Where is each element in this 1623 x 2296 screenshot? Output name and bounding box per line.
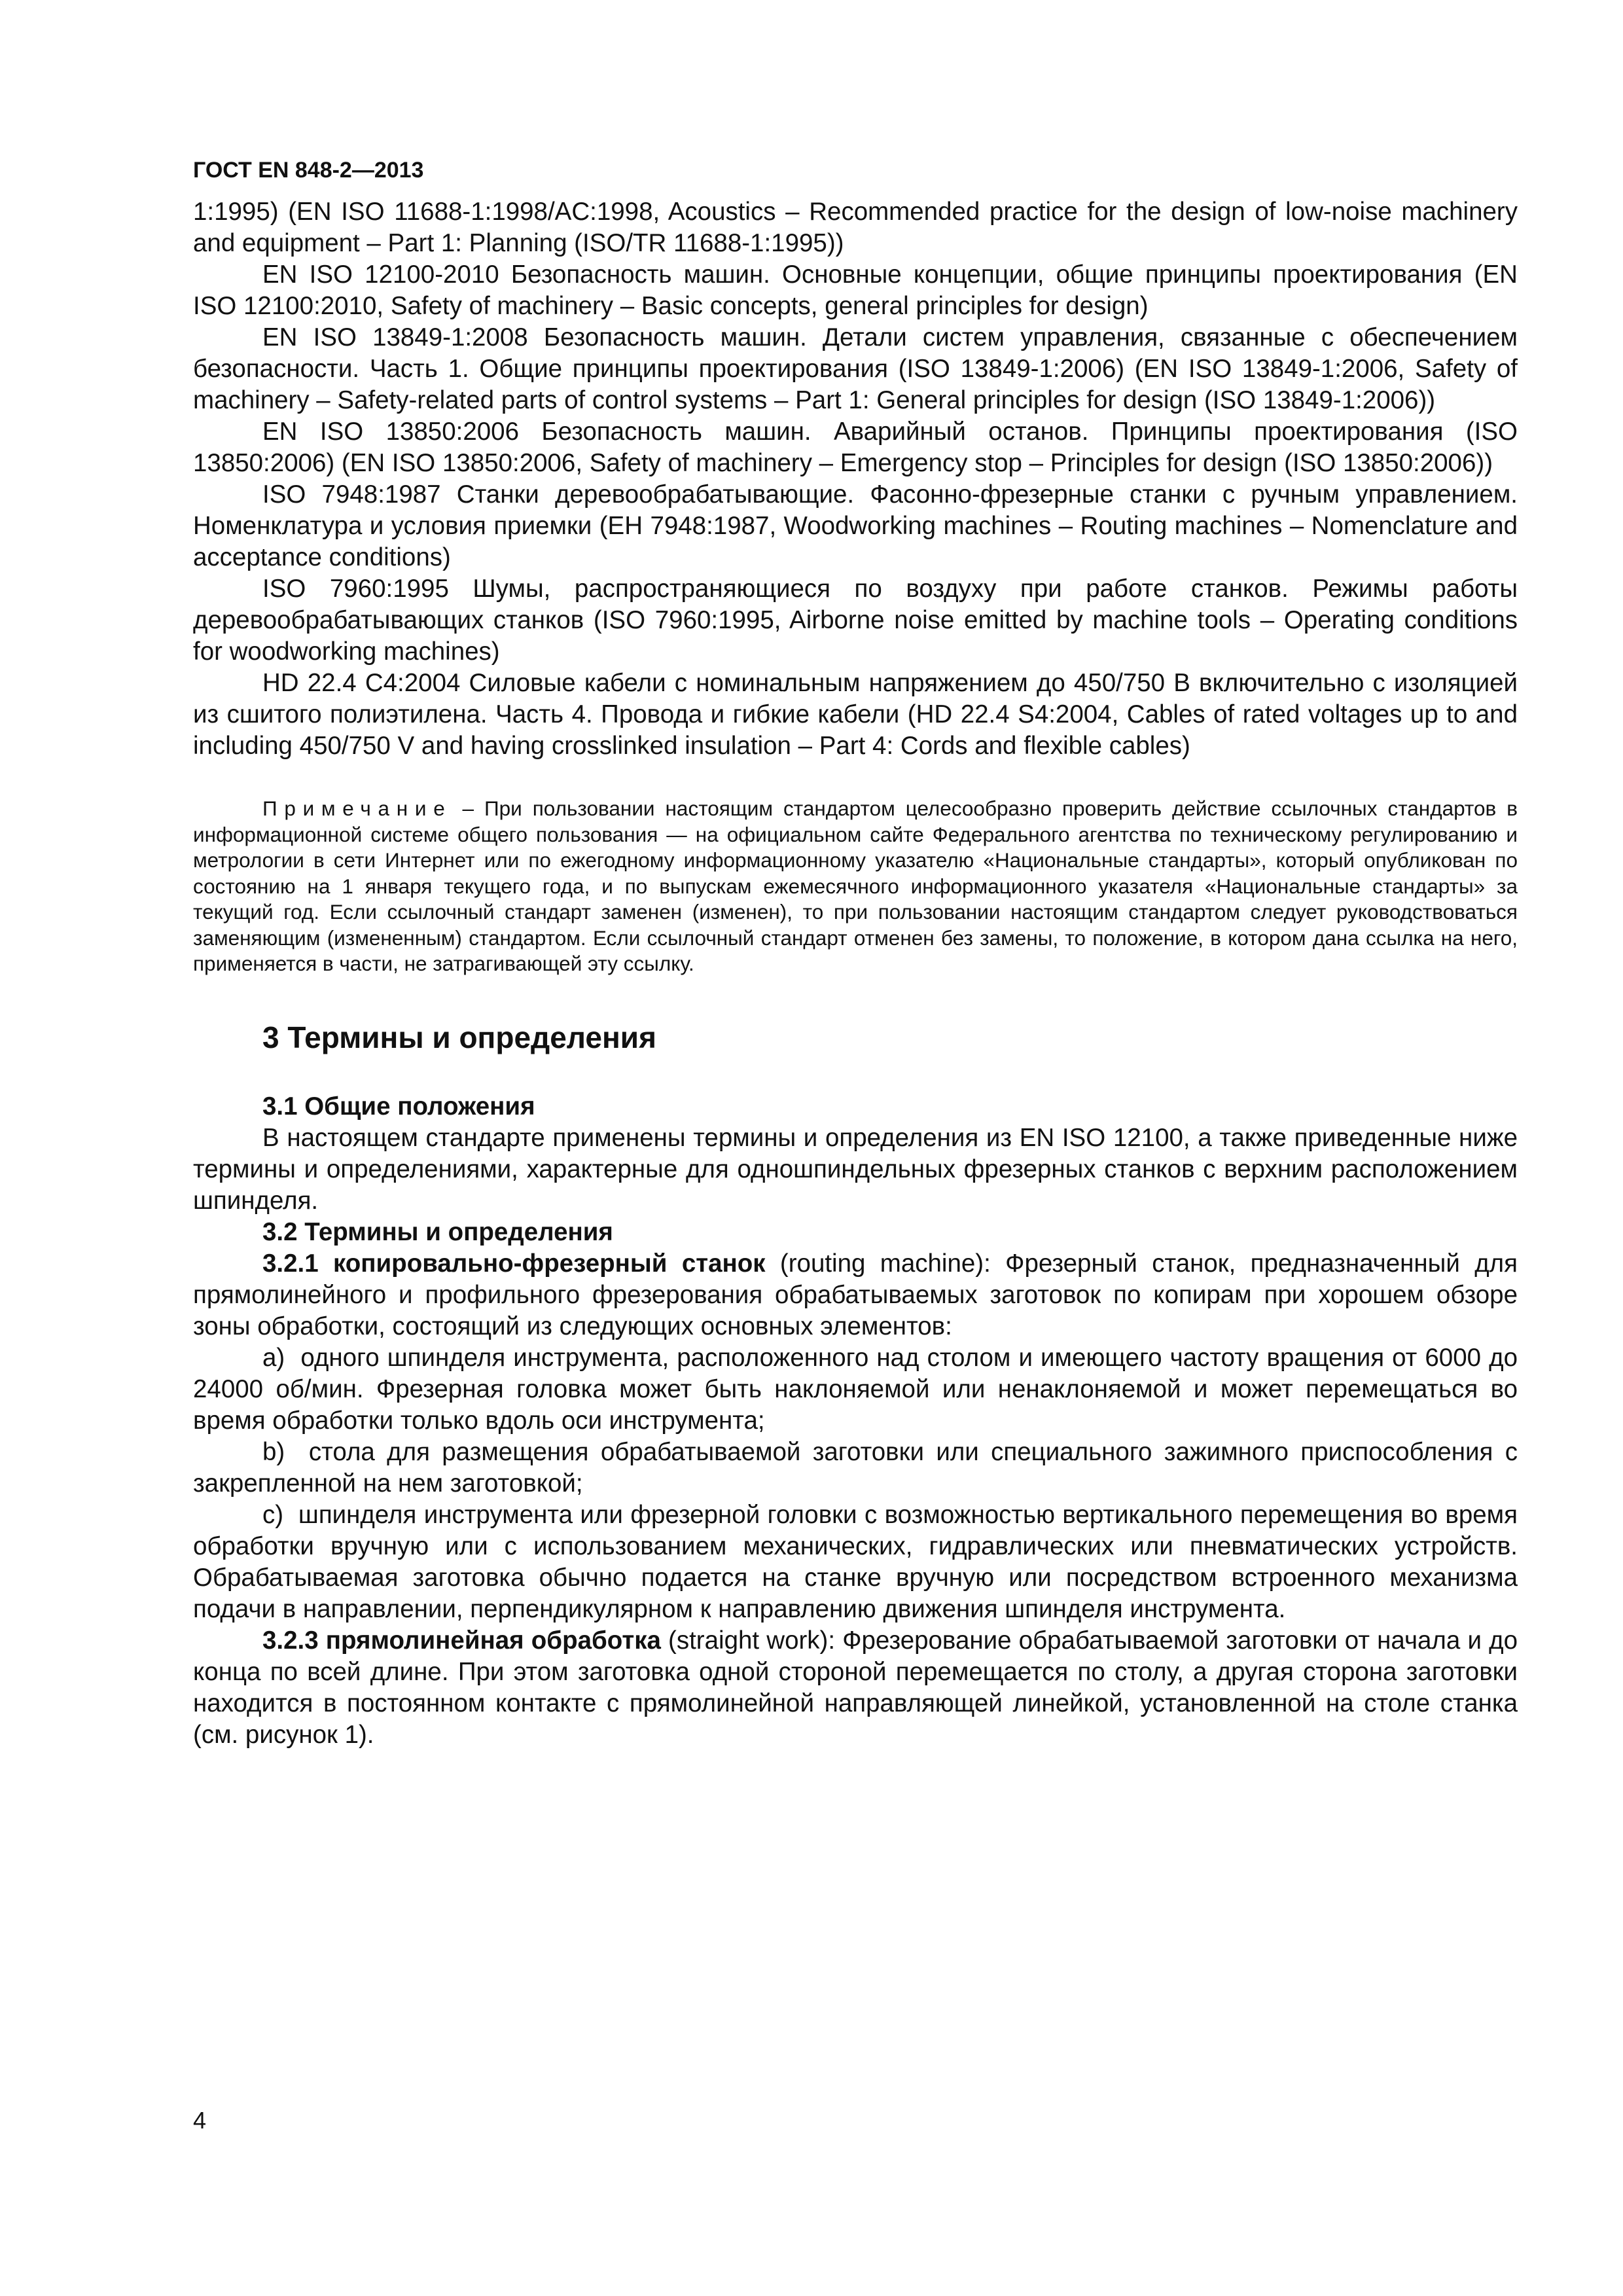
subsection-3-1-text: В настоящем стандарте применены термины и определения из EN ISO 12100, а также приведенные ниже термины и определениями, характерные для одношпиндельных фрезерных станков с верхним расположением шпинделя. bbox=[193, 1123, 1518, 1215]
reference-en-iso-13850: EN ISO 13850:2006 Безопасность машин. Аварийный останов. Принципы проектирования (ISO 13850:2006) (EN ISO 13850:2006, Safety of machinery – Emergency stop – Principles for design (ISO 13850:2006)) bbox=[193, 418, 1518, 477]
term-3-2-1-definition: (routing machine): Фрезерный станок, предназначенный для прямолинейного и профильного фрезерования обрабатываемых заготовок по копирам при хорошем обзоре зоны обработки, состоящий из следующих основных элементов: bbox=[193, 1249, 1518, 1340]
subsection-3-1-title: 3.1 Общие положения bbox=[262, 1092, 535, 1121]
note-label: Примечание bbox=[262, 797, 452, 820]
list-item-c: c) шпинделя инструмента или фрезерной головки с возможностью вертикального перемещения во время обработки вручную или с использованием механических, гидравлических или пневматических устройств. Обрабатываемая заготовка обычно подается на станке вручную или посредством встроенного механизма подачи в направлении, перпендикулярном к направлению движения шпинделя инструмента. bbox=[193, 1500, 1518, 1623]
reference-iso-7960: ISO 7960:1995 Шумы, распространяющиеся по воздуху при работе станков. Режимы работы деревообрабатывающих станков (ISO 7960:1995, Airborne noise emitted by machine tools – Operating conditions for woodworking machines) bbox=[193, 575, 1518, 666]
note-paragraph bbox=[193, 796, 1518, 977]
note-text: – При пользовании настоящим стандартом целесообразно проверить действие ссылочных стандартов в информационной системе общего пользования — на официальном сайте Федерального агентства по техническому регулированию и метрологии в сети Интернет или по ежегодному информационному указателю «Национальные стандарты», который опубликован по состоянию на 1 января текущего года, и по выпускам ежемесячного информационного указателя «Национальные стандарты» за текущий год. Если ссылочный стандарт заменен (изменен), то при пользовании настоящим стандартом следует руководствоваться заменяющим (измененным) стандартом. Если ссылочный стандарт отменен без замены, то положение, в котором дана ссылка на него, применяется в части, не затрагивающей эту ссылку. bbox=[193, 797, 1518, 975]
section-title: 3 Термины и определения bbox=[262, 1020, 656, 1054]
term-3-2-3-name: 3.2.3 прямолинейная обработка bbox=[262, 1626, 661, 1655]
reference-continuation: 1:1995) (EN ISO 11688-1:1998/AC:1998, Acoustics – Recommended practice for the design of low-noise machinery and equipment – Part 1: Planning (ISO/TR 11688-1:1995)) bbox=[193, 198, 1518, 257]
document-header: ГОСТ EN 848-2—2013 bbox=[193, 158, 424, 183]
reference-iso-7948: ISO 7948:1987 Станки деревообрабатывающие. Фасонно-фрезерные станки с ручным управлением. Номенклатура и условия приемки (ЕН 7948:1987, Woodworking machines – Routing machines – Nomenclature and acceptance conditions) bbox=[193, 480, 1518, 571]
term-3-2-3 bbox=[193, 1625, 1518, 1751]
reference-en-iso-12100: EN ISO 12100-2010 Безопасность машин. Основные концепции, общие принципы проектирования (EN ISO 12100:2010, Safety of machinery – Basic concepts, general principles for design) bbox=[193, 260, 1518, 320]
reference-en-iso-13849: EN ISO 13849-1:2008 Безопасность машин. Детали систем управления, связанные с обеспечением безопасности. Часть 1. Общие принципы проектирования (ISO 13849-1:2006) (EN ISO 13849-1:2006, Safety of machinery – Safety-related parts of control systems – Part 1: General principles for design (ISO 13849-1:2006)) bbox=[193, 323, 1518, 414]
term-3-2-1-name: 3.2.1 копировально-фрезерный станок bbox=[262, 1249, 766, 1278]
reference-hd-22-4: HD 22.4 C4:2004 Силовые кабели с номинальным напряжением до 450/750 В включительно с изоляцией из сшитого полиэтилена. Часть 4. Провода и гибкие кабели (HD 22.4 S4:2004, Cables of rated voltages up to and including 450/750 V and having crosslinked insulation – Part 4: Cords and flexible cables) bbox=[193, 669, 1518, 760]
subsection-3-2-title: 3.2 Термины и определения bbox=[262, 1217, 613, 1246]
list-item-a: a) одного шпинделя инструмента, расположенного над столом и имеющего частоту вращения от 6000 до 24000 об/мин. Фрезерная головка может быть наклоняемой или ненаклоняемой и может перемещаться во время обработки только вдоль оси инструмента; bbox=[193, 1343, 1518, 1435]
term-3-2-1 bbox=[193, 1248, 1518, 1342]
page-number: 4 bbox=[193, 2107, 207, 2134]
page-content bbox=[193, 196, 1518, 1751]
term-3-2-3-definition: (straight work): Фрезерование обрабатываемой заготовки от начала и до конца по всей длине. При этом заготовка одной стороной перемещается по столу, а другая сторона заготовки находится в постоянном контакте с прямолинейной направляющей линейкой, установленной на столе станка (см. рисунок 1). bbox=[193, 1626, 1518, 1749]
list-item-b: b) стола для размещения обрабатываемой заготовки или специального зажимного приспособления с закрепленной на нем заготовкой; bbox=[193, 1437, 1518, 1498]
